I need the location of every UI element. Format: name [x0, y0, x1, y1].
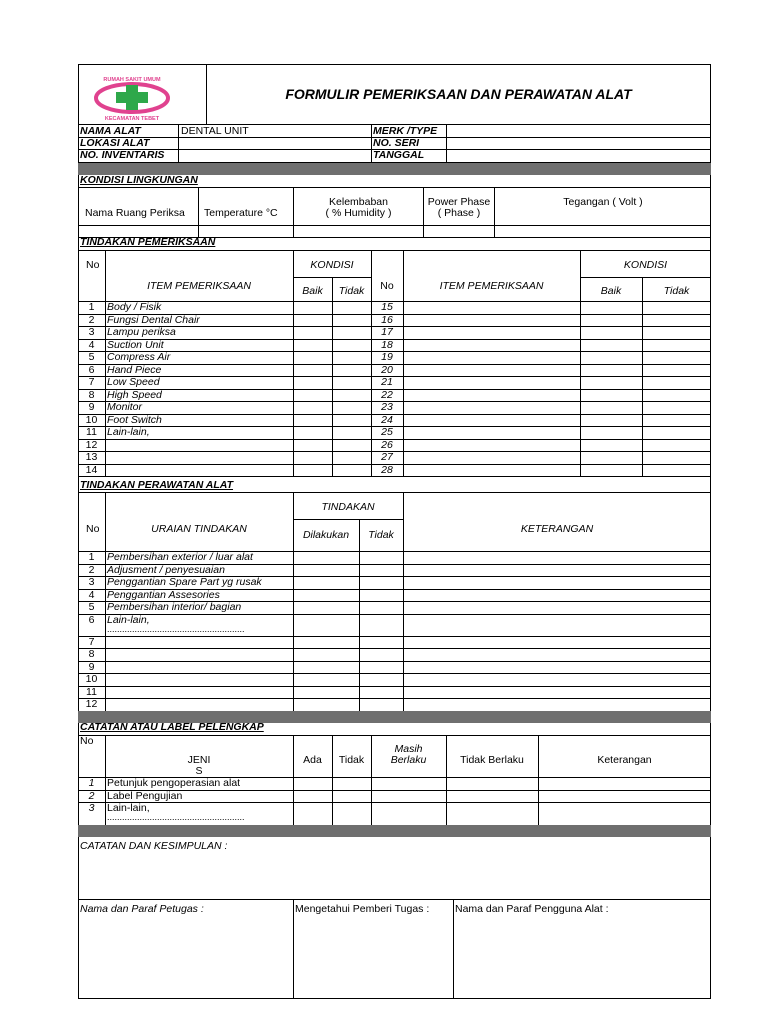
- inventaris-label: NO. INVENTARIS: [80, 149, 165, 161]
- dotted-line: .......................................................: [107, 623, 245, 634]
- row-number: 6: [88, 613, 95, 626]
- label-tidak-berlaku-header: Tidak Berlaku: [460, 754, 524, 766]
- lokasi-label: LOKASI ALAT: [80, 137, 150, 149]
- row-number: 2: [88, 313, 95, 326]
- row-number: 11: [86, 685, 97, 698]
- perawatan-no-header: No: [86, 523, 100, 535]
- table-row-line: [78, 661, 711, 662]
- divider: [78, 735, 711, 736]
- column-line: [403, 250, 404, 476]
- kelembaban-header: Kelembaban: [329, 196, 388, 208]
- pemeriksaan-tidak2-header: Tidak: [663, 285, 690, 297]
- row-number: 10: [85, 673, 98, 685]
- perawatan-keterangan-header: KETERANGAN: [520, 523, 594, 535]
- divider: [293, 899, 294, 999]
- row-number: 4: [88, 588, 95, 601]
- row-number: 14: [85, 463, 98, 476]
- row-number-right: 28: [381, 463, 393, 476]
- label-no-header: No: [80, 735, 94, 747]
- label-jenis-header-1: JENI: [187, 754, 211, 766]
- temperature-header: Temperature °C: [204, 207, 278, 219]
- row-number-right: 24: [381, 413, 393, 426]
- column-line: [359, 519, 360, 711]
- row-item: Body / Fisik: [107, 301, 162, 313]
- pemeriksaan-baik-header: Baik: [302, 285, 323, 297]
- row-item: Adjusment / penyesuaian: [107, 563, 225, 576]
- row-item: High Speed: [107, 388, 162, 401]
- divider: [453, 899, 454, 999]
- row-number: 9: [88, 401, 95, 413]
- tegangan-header: Tegangan ( Volt ): [563, 196, 643, 208]
- power-phase-header: Power Phase: [427, 196, 491, 208]
- section-band: [78, 825, 711, 837]
- pemeriksaan-tidak-header: Tidak: [338, 285, 365, 297]
- row-number: 8: [88, 648, 95, 660]
- row-item: Lampu periksa: [107, 326, 176, 338]
- table-row-line: [78, 614, 711, 615]
- dotted-line: .......................................................: [107, 812, 245, 822]
- divider: [178, 125, 179, 163]
- label-jenis-header-2: S: [195, 765, 203, 777]
- kesimpulan-label: CATATAN DAN KESIMPULAN :: [80, 840, 228, 852]
- row-number-right: 15: [381, 301, 393, 313]
- page-title: FORMULIR PEMERIKSAAN DAN PERAWATAN ALAT: [285, 86, 632, 102]
- pemeriksaan-item-header: ITEM PEMERIKSAAN: [147, 280, 251, 292]
- row-number: 7: [88, 376, 95, 388]
- pemeriksaan-no2-header: No: [380, 280, 394, 292]
- row-item: Suction Unit: [107, 338, 164, 351]
- column-line: [642, 277, 643, 476]
- row-number-right: 22: [381, 388, 393, 401]
- merk-label: MERK /TYPE: [373, 125, 438, 137]
- column-line: [371, 735, 372, 825]
- divider: [78, 187, 711, 188]
- row-number: 12: [85, 438, 98, 451]
- column-line: [403, 492, 404, 711]
- table-row-line: [78, 636, 711, 637]
- label-masih-header: Masih: [394, 743, 423, 755]
- label-heading: CATATAN ATAU LABEL PELENGKAP: [80, 721, 264, 733]
- row-number-right: 16: [381, 313, 393, 326]
- kondisi-heading: KONDISI LINGKUNGAN: [80, 174, 198, 186]
- label-keterangan-header: Keterangan: [597, 754, 652, 766]
- signature-petugas: Nama dan Paraf Petugas :: [80, 903, 204, 915]
- column-line: [332, 277, 333, 476]
- row-item: Fungsi Dental Chair: [107, 313, 200, 326]
- row-number: 3: [88, 576, 95, 588]
- divider: [78, 225, 711, 226]
- row-item: Foot Switch: [107, 413, 162, 426]
- tanggal-label: TANGGAL: [373, 149, 425, 161]
- row-number: 1: [88, 777, 95, 789]
- row-number: 1: [88, 551, 95, 563]
- perawatan-uraian-header: URAIAN TINDAKAN: [151, 523, 247, 535]
- humidity-header: ( % Humidity ): [325, 207, 392, 219]
- row-number: 11: [86, 426, 97, 438]
- table-row-line: [78, 648, 711, 649]
- column-line: [332, 735, 333, 825]
- column-line: [580, 250, 581, 476]
- row-item: Pembersihan interior/ bagian: [107, 601, 242, 613]
- row-item: Low Speed: [107, 376, 160, 388]
- signature-pemberi: Mengetahui Pemberi Tugas :: [295, 903, 430, 915]
- column-line: [105, 735, 106, 825]
- column-line: [293, 250, 294, 476]
- column-line: [446, 735, 447, 825]
- kesimpulan-box: [78, 837, 711, 999]
- divider: [78, 899, 711, 900]
- ruang-header: Nama Ruang Periksa: [85, 207, 185, 219]
- row-item: Penggantian Spare Part yg rusak: [107, 576, 262, 588]
- row-item: Lain-lain,: [107, 426, 150, 438]
- divider: [494, 187, 495, 237]
- column-line: [371, 250, 372, 476]
- table-row-line: [78, 698, 711, 699]
- seri-label: NO. SERI: [373, 137, 420, 149]
- perawatan-heading: TINDAKAN PERAWATAN ALAT: [80, 479, 234, 491]
- divider: [78, 492, 711, 493]
- table-row-line: [78, 673, 711, 674]
- table-row-line: [78, 686, 711, 687]
- divider: [78, 250, 711, 251]
- row-number-right: 26: [381, 438, 393, 451]
- row-number-right: 17: [381, 326, 393, 338]
- column-line: [105, 250, 106, 476]
- row-number: 4: [88, 338, 95, 351]
- column-line: [538, 735, 539, 825]
- row-number: 9: [88, 660, 95, 673]
- label-ada-header: Ada: [303, 754, 322, 766]
- signature-pengguna: Nama dan Paraf Pengguna Alat :: [455, 903, 609, 915]
- label-tidak-header: Tidak: [338, 754, 365, 766]
- row-number: 8: [88, 388, 95, 401]
- row-number-right: 20: [381, 363, 393, 376]
- row-number: 6: [88, 363, 95, 376]
- divider: [580, 277, 711, 278]
- pemeriksaan-heading: TINDAKAN PEMERIKSAAN: [80, 236, 216, 248]
- logo-bottom-text: KECAMATAN TEBET: [104, 116, 160, 122]
- row-item: Label Pengujian: [107, 789, 183, 802]
- table-row-line: [78, 802, 711, 803]
- perawatan-tindakan-header: TINDAKAN: [321, 501, 375, 513]
- row-item: Penggantian Assesories: [107, 588, 220, 601]
- pemeriksaan-no-header: No: [86, 259, 100, 271]
- row-number-right: 18: [381, 338, 393, 351]
- row-number-right: 27: [381, 451, 393, 463]
- divider: [293, 519, 403, 520]
- row-number-right: 21: [381, 376, 393, 388]
- row-number-right: 19: [381, 351, 393, 363]
- row-number: 5: [88, 601, 95, 613]
- logo-top-text: RUMAH SAKIT UMUM: [103, 77, 161, 83]
- pemeriksaan-kondisi2-header: KONDISI: [623, 259, 668, 271]
- column-line: [105, 492, 106, 711]
- row-number: 12: [85, 698, 98, 710]
- row-item: Pembersihan exterior / luar alat: [107, 551, 253, 563]
- nama-alat-value: DENTAL UNIT: [181, 125, 249, 137]
- row-number: 10: [85, 413, 98, 426]
- nama-alat-label: NAMA ALAT: [80, 125, 141, 137]
- row-item: Lain-lain,: [107, 802, 150, 814]
- row-item: Compress Air: [107, 351, 171, 363]
- divider: [371, 125, 372, 163]
- divider: [446, 125, 447, 163]
- row-item: Petunjuk pengoperasian alat: [107, 777, 241, 789]
- pemeriksaan-item2-header: ITEM PEMERIKSAAN: [439, 280, 544, 292]
- row-number: 3: [88, 326, 95, 338]
- row-number: 13: [85, 451, 98, 463]
- column-line: [293, 492, 294, 711]
- phase-header: ( Phase ): [437, 207, 481, 219]
- row-item: Monitor: [107, 401, 143, 413]
- row-number: 2: [88, 563, 95, 576]
- pemeriksaan-kondisi-header: KONDISI: [310, 259, 354, 271]
- row-number: 7: [88, 635, 95, 648]
- row-number: 1: [88, 301, 95, 313]
- hospital-logo: [82, 72, 182, 122]
- row-item: Hand Piece: [107, 363, 162, 376]
- label-berlaku-header: Berlaku: [390, 754, 427, 766]
- row-number-right: 25: [381, 426, 393, 438]
- row-number: 3: [88, 802, 95, 814]
- row-item: Lain-lain,: [107, 613, 150, 626]
- row-number: 2: [88, 789, 95, 802]
- perawatan-tidak-header: Tidak: [368, 529, 394, 541]
- divider: [198, 187, 199, 237]
- row-number-right: 23: [381, 401, 393, 413]
- perawatan-dilakukan-header: Dilakukan: [302, 529, 350, 541]
- column-line: [293, 735, 294, 825]
- pemeriksaan-baik2-header: Baik: [600, 285, 622, 297]
- row-number: 5: [88, 351, 95, 363]
